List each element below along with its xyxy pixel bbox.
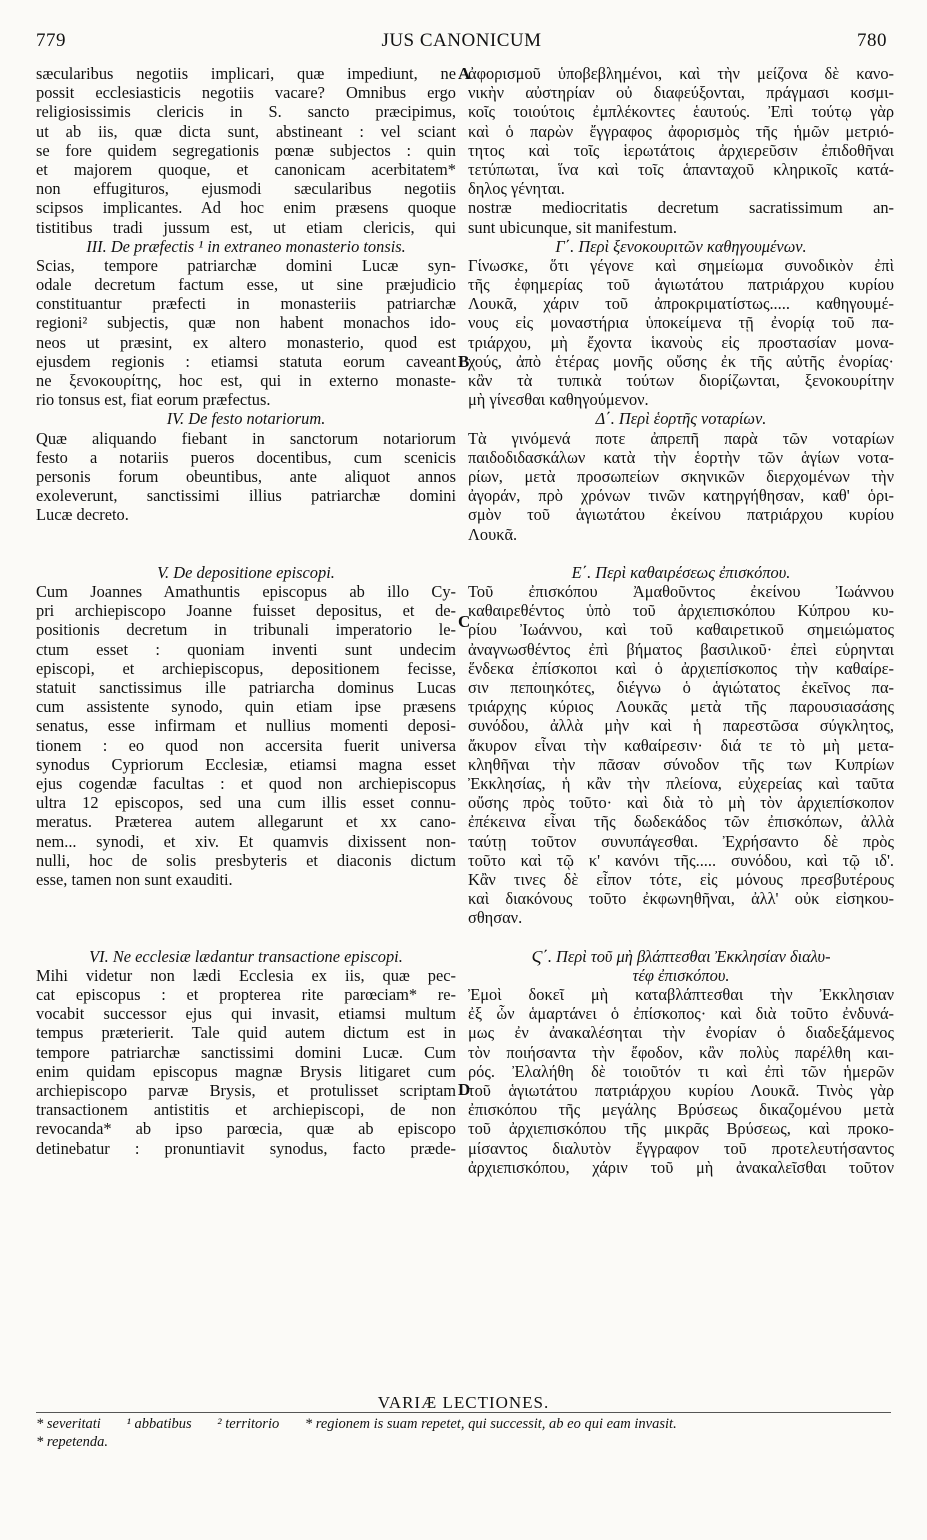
text-line: exoleverunt, sanctissimi illius patriarchæ domini (36, 486, 456, 506)
text-line: ἀφορισμοῦ ὑποβεβλημένοι, καὶ τὴν μείζονα δὲ κανο- (468, 64, 894, 83)
text-line: Quæ aliquando fiebant in sanctorum notariorum (36, 428, 456, 448)
text-line: constituantur præfecti in monasteriis patriarchæ (36, 294, 456, 314)
text-line: odale decretum factum esse, ut sine præjudicio (36, 275, 456, 295)
margin-marker-b: B (458, 352, 470, 371)
text-line: Κἂν τινες δὲ εἶπον τότε, εἰς μόνους πρεσβυτέρους (468, 869, 894, 889)
spacer (36, 927, 456, 946)
text-line: ἄκυρον εἶναι τὴν καθαίρεσιν· διά τε τὸ μὴ μετα- (468, 735, 894, 755)
text-line: possit ecclesiasticis negotiis vacare? Omnibus ergo (36, 83, 456, 103)
text-line: detinebatur : pronuntiavit synodus, facto præde- (36, 1138, 456, 1158)
text-line: ἕνδεκα ἐπίσκοποι καὶ ὁ ἀρχιεπίσκοπος τὴν καθαίρε- (468, 658, 894, 678)
text-line: positionis decretum in tribunali imperatorio le- (36, 620, 456, 640)
margin-marker-a: A (458, 64, 471, 83)
greek-column (468, 64, 894, 1177)
section-heading: Γ΄. Περὶ ξενοκουριτῶν καθηγουμένων. (555, 236, 807, 256)
text-line: ρίου Ἰωάννου, καὶ τοῦ καθαιρετικοῦ σημειώματος (468, 620, 894, 640)
page-number-left: 779 (36, 30, 66, 51)
text-line: ejusdem regionis : etiamsi statuta eorum caveant (36, 351, 456, 371)
text-line: meratus. Præterea autem allegarunt et xx cano- (36, 812, 456, 832)
text-line: neos ut præsint, ex altero monasterio, quod est (36, 332, 456, 352)
text-line: τητος καὶ τοῖς ἱερωτάτοις ἀρχιερεῦσιν ἐπιδοθῆναι (468, 140, 894, 160)
text-line: χούς, ἀπὸ ἑτέρας μονῆς οὔσης ἐκ τῆς αὐτῆς ἐνορίας· (468, 351, 894, 371)
text-line: Mihi videtur non lædi Ecclesia ex iis, quæ pec- (36, 965, 456, 985)
text-line: tistitibus tradi jussum est, ut etiam clericis, qui (36, 217, 456, 237)
footnotes (36, 1415, 896, 1451)
text-line: se fore quidem segregationis pœnæ subjectos : quin (36, 140, 456, 160)
text-line: ἀγοράν, πρὸ χρόνων τινῶν κατηργήθησαν, καθ' ὁρι- (468, 486, 894, 506)
text-line: Γίνωσκε, ὅτι γέγονε καὶ σημείωμα συνοδικὸν ἐπὶ (468, 255, 894, 275)
text-line: non effugituros, ejusmodi sæcularibus negotiis (36, 179, 456, 199)
page-header (36, 30, 887, 58)
text-line: καὶ διακόνους τοῦτο ἐκφωνηθῆναι, ἀλλ' οὐκ εἰσηκου- (468, 889, 894, 909)
text-line: νικὴν αὐστηρίαν οὐ διαφεύξονται, πράγμασι κοσμι- (468, 83, 894, 103)
text-line: τῆς ἐφημερίας τοῦ ἁγιωτάτου πατριάρχου κυρίου (468, 275, 894, 295)
section-heading: IV. De festo notariorum. (166, 409, 326, 429)
text-line: tempore patriarchæ sanctissimi domini Lucæ. Cum (36, 1042, 456, 1062)
text-line: ἀρχιεπισκόπου, χάριν τοῦ μὴ ἀνακαλεῖσθαι τοῦτον (468, 1157, 894, 1177)
text-line: ταύτῃ τοῦτον συνυπάγεσθαι. Ἐχρήσαντο δὲ πρὸς (468, 831, 894, 851)
text-line: μίσαντος διαλυτὸν ἔγγραφον τοῦ προτελευτήσαντος (468, 1138, 894, 1158)
text-line: Cum Joannes Amathuntis episcopus ab illo Cy- (36, 582, 456, 602)
text-line: Lucæ decreto. (36, 505, 129, 525)
text-line: ultra 12 episcopos, sed una cum illis esset connu- (36, 793, 456, 813)
text-line: Ἐκκλησίας, ἡ κἂν τὴν πλείονα, εὐχερείας καὶ ταῦτα (468, 773, 894, 793)
text-line: ἐξ ὧν ἁμαρτάνει ὁ ἐπίσκοπος· καὶ διὰ τοῦτο ἐνδυνά- (468, 1004, 894, 1024)
text-line: nem... synodi, et xiv. Et quamvis dixissent non- (36, 831, 456, 851)
text-line: καθαιρεθέντος ὑπὸ τοῦ ἀρχιεπισκόπου Κύπρου κυ- (468, 601, 894, 621)
text-line: ut ab iis, quæ dicta sunt, abstineant : vel sciant (36, 121, 456, 141)
text-line: pri archiepiscopo Joanne fuisset depositus, et de- (36, 601, 456, 621)
text-line: sæcularibus negotiis implicari, quæ impediunt, ne (36, 64, 456, 83)
footnote: * repetenda. (36, 1434, 108, 1450)
text-line: οὔσης πρὸς τοῦτο· καὶ διὰ τὸ μὴ τὸν ἀρχιεπίσκοπον (468, 793, 894, 813)
text-line: rio tonsus est, fiat eorum præfectus. (36, 390, 271, 410)
text-line: transactionem antistitis et archiepiscopi, de non (36, 1100, 456, 1120)
text-line: τριάρχης κύριος Λουκᾶς μετὰ τῆς παρουσιασάσης (468, 697, 894, 717)
text-line: Λουκᾶ, χάριν τοῦ ἀπροκριματίστως..... καθηγουμέ- (468, 294, 894, 314)
text-line: Τὰ γινόμενά ποτε ἀπρεπῆ παρὰ τῶν νοταρίων (468, 428, 894, 448)
spacer (468, 927, 894, 946)
text-line: ne ξενοκουρίτης, hoc est, qui in externo monaste- (36, 371, 456, 390)
text-line: κοῖς τοιούτοις ἐμπλέκοντες ἑαυτούς. Ἐπὶ τούτῳ γὰρ (468, 102, 894, 122)
text-line: cat episcopus : et propterea rite parœciam* re- (36, 985, 456, 1004)
text-line: archiepiscopo parvæ Brysis, et protulisset scriptam (36, 1080, 456, 1100)
text-line: ρίων, μετὰ προσωπείων σκηνικῶν διερχομένων τὴν (468, 466, 894, 486)
text-line: τοῦ ἀρχιεπισκόπου τῆς μικρᾶς Βρύσεως, καὶ προκο- (468, 1119, 894, 1139)
text-line: nulli, hoc de solis presbyteris et diaconis dictum (36, 850, 456, 870)
running-title: JUS CANONICUM (381, 30, 542, 51)
footnote: ² territorio (217, 1416, 280, 1432)
text-line: παιδοδιδασκάλων κατὰ τὴν ἑορτὴν τῶν ἁγίων νοτα- (468, 447, 894, 467)
text-line: synodus Cypriorum Ecclesiæ, etiamsi magna esset (36, 754, 456, 774)
section-heading: Ε΄. Περὶ καθαιρέσεως ἐπισκόπου. (571, 562, 791, 582)
text-line: Λουκᾶ. (468, 524, 518, 544)
text-line: tempus præterierit. Tale quid autem dictum est in (36, 1023, 456, 1043)
text-line: ἐπέκεινα εἶναι τῆς δωδεκάδος τῶν ἐπισκόπων, ἀλλὰ (468, 812, 894, 832)
section-heading: III. De præfectis ¹ in extraneo monasterio tonsis. (86, 236, 406, 256)
text-line: cum assistente synodo, quin etiam ipse præsens (36, 697, 456, 717)
spacer (468, 544, 894, 563)
text-line: ἀναγνωσθέντος ἐπὶ βήματος βασιλικοῦ· ἐπεὶ εὑρηνται (468, 639, 894, 659)
spacer (36, 908, 456, 927)
text-line: νους εἰς μοναστήρια ὑποκείμενα τῇ ἐνορίᾳ τοῦ πα- (468, 313, 894, 333)
text-line: τοῦτο καὶ τῷ κ' κανόνι τῆς..... συνόδου, καὶ τῷ ιδ'. (468, 850, 894, 870)
text-line: revocanda* ab ipso parœcia, quæ ab episcopo (36, 1119, 456, 1139)
text-line: τοῦ ἁγιωτάτου πατριάρχου κυρίου Λουκᾶ. Τινὸς γὰρ (468, 1080, 894, 1100)
notes-divider (36, 1412, 891, 1413)
section-heading: τέφ ἐπισκόπου. (632, 965, 730, 985)
spacer (36, 889, 456, 908)
text-line: nostræ mediocritatis decretum sacratissimum an- (468, 198, 894, 218)
text-line: σιν πεποιηκότες, διέγνω ὁ ἁγιώτατος ἐκεῖνος πα- (468, 678, 894, 697)
text-line: personis forum obeuntibus, ante aliquot annos (36, 466, 456, 486)
text-line: κληθῆναι τὴν πᾶσαν σύνοδον τῆς των Κυπρίων (468, 754, 894, 774)
section-heading: Ϛ΄. Περὶ τοῦ μὴ βλάπτεσθαι Ἐκκλησίαν διαλυ- (531, 946, 831, 966)
text-line: τὸν ποιήσαντα τὴν ἔφοδον, κἂν πολὺς παρέλθη και- (468, 1042, 894, 1062)
footnote: * severitati (36, 1416, 101, 1432)
text-line: vocabit successor ejus qui invasit, etiamsi multum (36, 1004, 456, 1024)
text-line: sunt ubicunque, sit manifestum. (468, 217, 677, 237)
text-line: τετύπωται, ἵνα καὶ τοῖς ἁπανταχοῦ κληρικοῖς κατά- (468, 159, 894, 179)
text-line: Scias, tempore patriarchæ domini Lucæ syn- (36, 255, 456, 275)
text-line: esse, tamen non sunt exauditi. (36, 869, 233, 889)
section-heading: V. De depositione episcopi. (157, 562, 335, 582)
text-line: σθησαν. (468, 908, 523, 928)
text-line: μὴ γίνεσθαι καθηγούμενον. (468, 390, 649, 410)
text-line: καὶ ὁ παρὼν ἔγγραφος ἀφορισμὸς τῆς ἡμῶν μετριό- (468, 121, 894, 141)
section-heading: Δ΄. Περὶ ἑορτῆς νοταρίων. (595, 409, 767, 429)
text-line: senatus, esse infirmam et nullius momenti deposi- (36, 716, 456, 736)
text-line: ejus cogendæ facultas : et quod non archiepiscopus (36, 773, 456, 793)
text-line: ctum esset : quoniam inventi sunt undecim (36, 639, 456, 659)
spacer (36, 525, 456, 544)
text-line: episcopi, et archiepiscopus, depositionem fecisse, (36, 658, 456, 678)
text-line: Τοῦ ἐπισκόπου Ἀμαθοῦντος ἐκείνου Ἰωάννου (468, 582, 894, 602)
section-heading: VI. Ne ecclesiæ lædantur transactione episcopi. (89, 946, 403, 966)
variae-lectiones-heading: VARIÆ LECTIONES. (377, 1393, 550, 1412)
footnote: ¹ abbatibus (126, 1416, 192, 1432)
text-line: festo a notariis pueros docentibus, cum scenicis (36, 447, 456, 467)
text-line: Ἐμοὶ δοκεῖ μὴ καταβλάπτεσθαι τὴν Ἐκκλησιαν (468, 985, 894, 1004)
page-number-right: 780 (857, 30, 887, 51)
margin-marker-c: C (458, 612, 471, 631)
text-line: tionem : eo quod non accersita fuerit universa (36, 735, 456, 755)
text-line: κἂν τὰ τυπικὰ τούτων διορίζωνται, ξενοκουρίτην (468, 371, 894, 390)
text-line: regioni² subjectis, quæ non habent monachos ido- (36, 313, 456, 333)
text-line: τριάρχου, μὴ ἔχοντα ἱκανοὺς εἰς προστασίαν μονα- (468, 332, 894, 352)
text-line: et majorem quoque, et canonicam acerbitatem* (36, 159, 456, 179)
spacer (36, 544, 456, 563)
text-line: statuit sanctissimus ille patriarcha dominus Lucas (36, 678, 456, 697)
text-line: σμὸν τοῦ ἁγιωτάτου ἐκείνου πατριάρχου κυρίου (468, 505, 894, 525)
text-line: scipsos implicantes. Ad hoc enim præsens quoque (36, 198, 456, 218)
text-line: συνόδου, ἀλλὰ μὴν καὶ ἡ παρεστῶσα σύγκλητος, (468, 716, 894, 736)
text-line: religiosissimis clericis in S. sancto præcipimus, (36, 102, 456, 122)
text-line: enim quidam episcopus magnæ Brysis litigaret cum (36, 1061, 456, 1081)
text-line: μως ἐν ἀνακαλέσηται τὴν ἐνορίαν ὁ διαδεξάμενος (468, 1023, 894, 1043)
margin-marker-d: D (458, 1080, 471, 1099)
text-line: ρός. Ἐλαλήθη δὲ τοιοῦτόν τι καὶ ἐπὶ τῶν ἡμερῶν (468, 1061, 894, 1081)
text-line: δηλος γένηται. (468, 179, 565, 199)
footnote: * regionem is suam repetet, qui successit, ab eo qui eam invasit. (304, 1416, 677, 1432)
text-line: ἐπισκόπου τῆς μεγάλης Βρύσεως δικαζομένου μετὰ (468, 1100, 894, 1120)
latin-column (36, 64, 456, 1158)
